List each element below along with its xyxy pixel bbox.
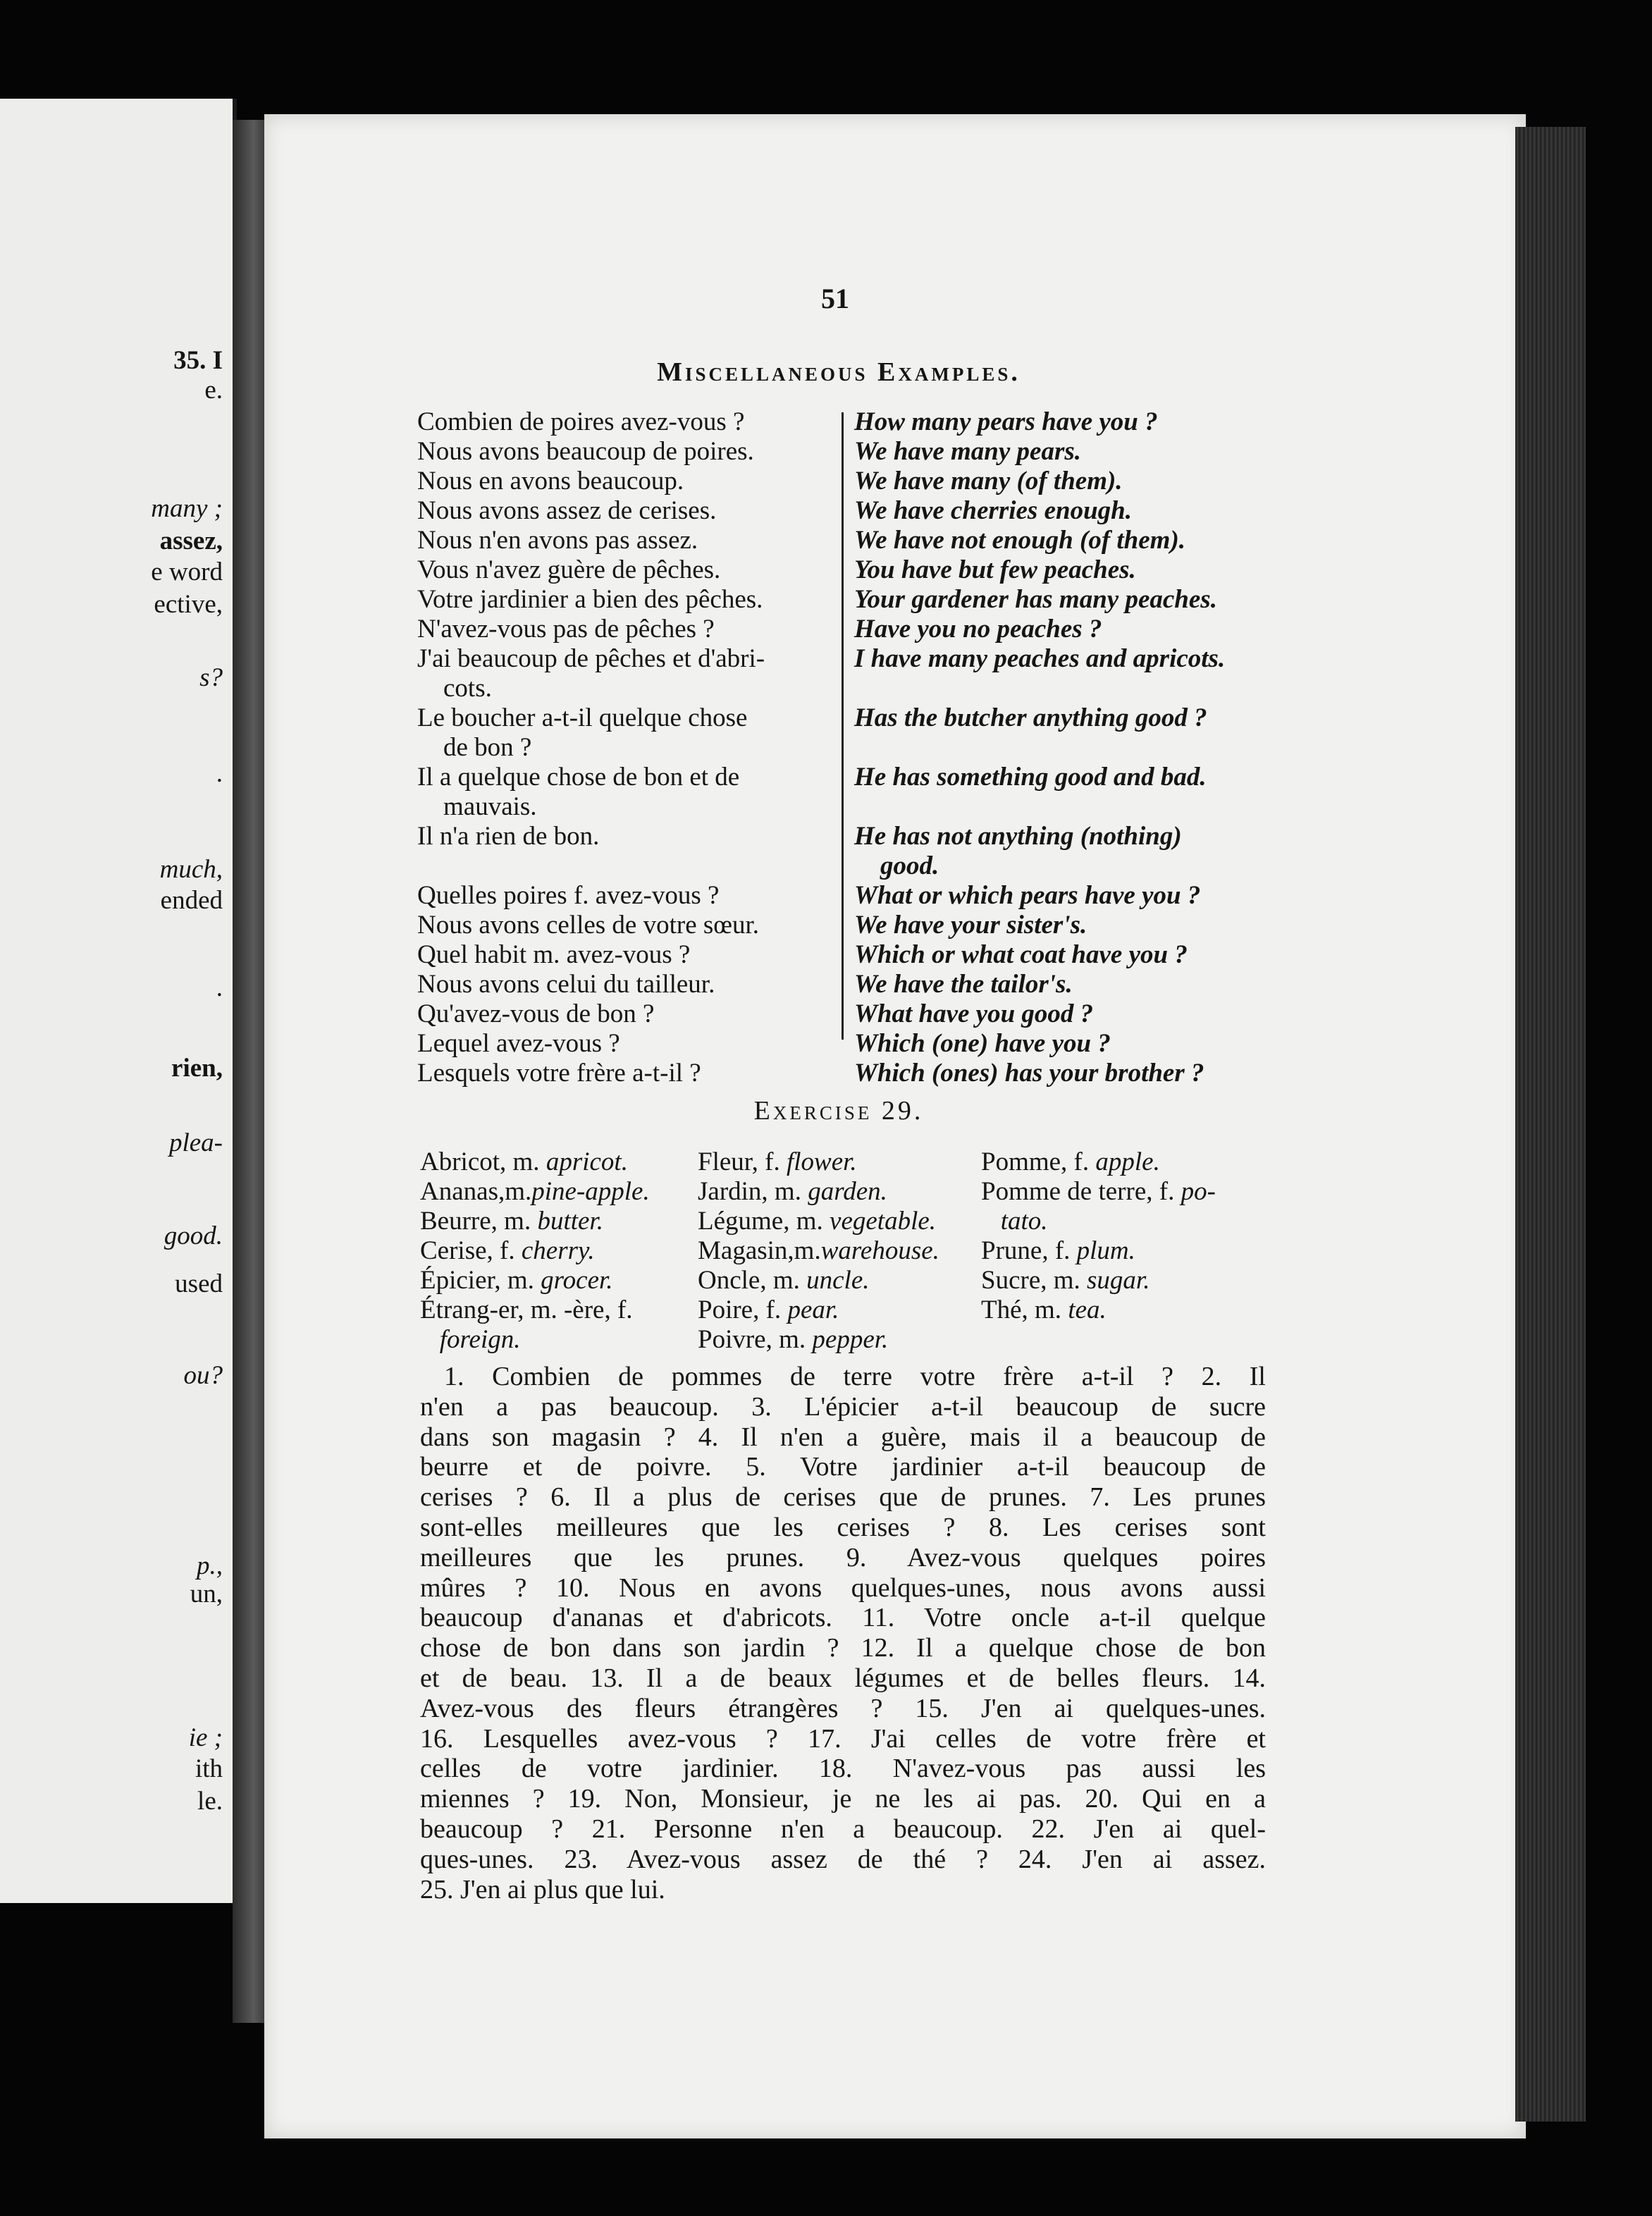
example-line: Combien de poires avez-vous ? <box>417 407 745 436</box>
vocabulary-gloss: warehouse. <box>820 1236 939 1265</box>
left-page-line: used <box>175 1269 223 1298</box>
vocabulary-gloss: tato. <box>1000 1207 1048 1236</box>
vocabulary-word <box>420 1325 440 1354</box>
exercise-line: Avez-vous des fleurs étrangères ? 15. J'en ai quelques-unes. <box>420 1693 1266 1723</box>
example-line: Which (ones) has your brother ? <box>854 1059 1204 1088</box>
example-line: Il a quelque chose de bon et de <box>417 763 740 792</box>
vocabulary-word: Thé, m. <box>981 1295 1068 1324</box>
exercise-line: miennes ? 19. Non, Monsieur, je ne les ai pas. 20. Qui en a <box>420 1784 1266 1814</box>
example-line: I have many peaches and apricots. <box>854 644 1226 673</box>
vocabulary-entry <box>698 1147 939 1177</box>
example-line: Which (one) have you ? <box>854 1029 1111 1058</box>
left-page-line: ective, <box>154 590 223 619</box>
example-line: Nous avons celles de votre sœur. <box>417 911 760 940</box>
vocabulary-word: Oncle, m. <box>698 1266 807 1295</box>
vocabulary-word: Pomme, f. <box>981 1147 1096 1176</box>
exercise-heading: Exercise 29. <box>753 1096 924 1126</box>
vocabulary-gloss: flower. <box>786 1147 857 1176</box>
example-line: J'ai beaucoup de pêches et d'abri- <box>417 644 765 673</box>
exercise-line: beaucoup d'ananas et d'abricots. 11. Votre oncle a-t-il quelque <box>420 1603 1266 1633</box>
vocabulary-gloss: tea. <box>1068 1295 1107 1324</box>
example-line: We have not enough (of them). <box>854 526 1186 555</box>
vocabulary-word: Magasin,m. <box>698 1236 821 1265</box>
exercise-line: 25. J'en ai plus que lui. <box>420 1874 665 1904</box>
example-line: Which or what coat have you ? <box>854 940 1188 969</box>
vocabulary-gloss: pine-apple. <box>531 1177 650 1206</box>
example-line <box>854 792 1277 822</box>
example-line: Has the butcher anything good ? <box>854 703 1207 732</box>
exercise-line: dans son magasin ? 4. Il n'en a guère, mais il a beaucoup de <box>420 1422 1266 1452</box>
example-line: You have but few peaches. <box>854 555 1136 584</box>
example-line: What have you good ? <box>854 999 1094 1028</box>
left-page-line: e word <box>151 558 223 586</box>
french-examples-column <box>417 407 839 1088</box>
vocabulary-gloss: grocer. <box>541 1266 613 1295</box>
vocabulary-entry <box>420 1147 650 1177</box>
vocabulary-gloss: pepper. <box>812 1325 889 1354</box>
example-line: mauvais. <box>417 792 537 821</box>
page-edges <box>1515 127 1586 2122</box>
vocabulary-word <box>981 1207 1001 1236</box>
example-line: Nous en avons beaucoup. <box>417 467 684 495</box>
example-line: What or which pears have you ? <box>854 881 1201 910</box>
vocabulary-entry <box>981 1236 1216 1266</box>
vocabulary-entry <box>698 1295 939 1325</box>
example-line: Nous n'en avons pas assez. <box>417 526 698 555</box>
vocabulary-gloss: po- <box>1181 1177 1216 1206</box>
example-line <box>417 851 839 881</box>
exercise-line: ques-unes. 23. Avez-vous assez de thé ? 24. J'en ai assez. <box>420 1844 1266 1874</box>
vocabulary-word: Légume, m. <box>698 1207 830 1236</box>
vocabulary-gloss: cherry. <box>521 1236 595 1265</box>
left-page-line: . <box>216 973 223 1002</box>
vocabulary-word: Sucre, m. <box>981 1266 1087 1295</box>
left-page-line: plea- <box>168 1128 223 1157</box>
exercise-line: sont-elles meilleures que les cerises ? 8. Les cerises sont <box>420 1512 1266 1542</box>
vocabulary-word: Jardin, m. <box>698 1177 808 1206</box>
example-line: Lequel avez-vous ? <box>417 1029 620 1058</box>
exercise-line: celles de votre jardinier. 18. N'avez-vous pas aussi les <box>420 1754 1266 1784</box>
left-page-line: s? <box>199 663 223 692</box>
left-page-line: ith <box>195 1754 223 1783</box>
exercise-line: n'en a pas beaucoup. 3. L'épicier a-t-il beaucoup de sucre <box>420 1391 1266 1422</box>
exercise-line: 16. Lesquelles avez-vous ? 17. J'ai celles de votre frère et <box>420 1723 1266 1754</box>
example-line: Votre jardinier a bien des pêches. <box>417 585 763 614</box>
exercise-line: chose de bon dans son jardin ? 12. Il a quelque chose de bon <box>420 1633 1266 1663</box>
example-line: good. <box>854 851 939 880</box>
vocabulary-gloss: garden. <box>808 1177 887 1206</box>
example-line: We have the tailor's. <box>854 970 1073 999</box>
example-line: He has not anything (nothing) <box>854 822 1182 851</box>
left-page-line: ie ; <box>188 1723 223 1752</box>
vocabulary-word: Pomme de terre, f. <box>981 1177 1181 1206</box>
examples-heading: Miscellaneous Examples. <box>657 357 1021 387</box>
vocabulary-entry <box>981 1177 1216 1207</box>
example-line: cots. <box>417 674 492 703</box>
vocabulary-word: Poire, f. <box>698 1295 788 1324</box>
vocabulary-entry <box>981 1147 1216 1177</box>
left-page-fragment <box>0 99 237 1903</box>
left-page-line: good. <box>164 1221 223 1250</box>
vocabulary-entry <box>981 1266 1216 1295</box>
vocabulary-gloss: apricot. <box>545 1147 628 1176</box>
left-page-line: much, <box>159 855 223 884</box>
column-divider <box>842 412 844 1040</box>
exercise-line: 1. Combien de pommes de terre votre frère a-t-il ? 2. Il <box>444 1362 1266 1391</box>
example-line: How many pears have you ? <box>854 407 1158 436</box>
vocabulary-gloss: uncle. <box>806 1266 870 1295</box>
page-number: 51 <box>821 283 849 314</box>
left-page-line: ou? <box>183 1361 223 1390</box>
vocabulary-entry <box>420 1207 650 1236</box>
vocabulary-entry <box>981 1207 1216 1236</box>
vocabulary-entry <box>698 1207 939 1236</box>
vocabulary-word: Ananas,m. <box>420 1177 532 1206</box>
vocabulary-word: Étrang-er, m. -ère, f. <box>420 1295 633 1324</box>
exercise-line: cerises ? 6. Il a plus de cerises que de prunes. 7. Les prunes <box>420 1482 1266 1513</box>
vocabulary-gloss: plum. <box>1076 1236 1135 1265</box>
vocabulary-entry <box>698 1177 939 1207</box>
example-line: de bon ? <box>417 733 532 762</box>
left-page-line: rien, <box>171 1054 223 1083</box>
example-line: Lesquels votre frère a-t-il ? <box>417 1059 701 1088</box>
example-line: N'avez-vous pas de pêches ? <box>417 615 715 644</box>
example-line: We have your sister's. <box>854 911 1087 940</box>
left-page-line: p., <box>197 1551 223 1580</box>
vocabulary-word: Beurre, m. <box>420 1207 538 1236</box>
vocabulary-column-2 <box>698 1147 939 1355</box>
example-line: Nous avons assez de cerises. <box>417 496 717 525</box>
example-line: Quelles poires f. avez-vous ? <box>417 881 720 910</box>
example-line: He has something good and bad. <box>854 763 1207 792</box>
example-line: We have cherries enough. <box>854 496 1132 525</box>
vocabulary-entry <box>698 1266 939 1295</box>
left-page-line: 35. I <box>173 346 223 375</box>
left-page-line: ended <box>160 886 223 915</box>
example-line: We have many (of them). <box>854 467 1123 495</box>
left-page-line: many ; <box>151 494 223 523</box>
english-examples-column <box>854 407 1277 1088</box>
vocabulary-word: Épicier, m. <box>420 1266 541 1295</box>
example-line <box>854 733 1277 763</box>
example-line: Vous n'avez guère de pêches. <box>417 555 721 584</box>
exercise-line: beaucoup ? 21. Personne n'en a beaucoup. 22. J'en ai quel- <box>420 1814 1266 1844</box>
left-page-line: . <box>216 759 223 788</box>
vocabulary-gloss: foreign. <box>439 1325 521 1354</box>
vocabulary-gloss: apple. <box>1095 1147 1160 1176</box>
exercise-line: beurre et de poivre. 5. Votre jardinier a-t-il beaucoup de <box>420 1452 1266 1482</box>
vocabulary-word: Fleur, f. <box>698 1147 787 1176</box>
vocabulary-word: Cerise, f. <box>420 1236 522 1265</box>
vocabulary-column-1 <box>420 1147 650 1355</box>
example-line: Your gardener has many peaches. <box>854 585 1217 614</box>
exercise-line: et de beau. 13. Il a de beaux légumes et de belles fleurs. 14. <box>420 1663 1266 1693</box>
vocabulary-entry <box>420 1236 650 1266</box>
exercise-line: meilleures que les prunes. 9. Avez-vous quelques poires <box>420 1542 1266 1572</box>
example-line: Nous avons celui du tailleur. <box>417 970 715 999</box>
vocabulary-gloss: butter. <box>537 1207 603 1236</box>
example-line: Le boucher a-t-il quelque chose <box>417 703 748 732</box>
left-page-line: e. <box>204 376 223 405</box>
vocabulary-column-3 <box>981 1147 1216 1325</box>
vocabulary-entry <box>698 1236 939 1266</box>
example-line: Have you no peaches ? <box>854 615 1102 644</box>
example-line <box>854 674 1277 703</box>
vocabulary-entry <box>420 1325 650 1355</box>
vocabulary-entry <box>420 1266 650 1295</box>
vocabulary-entry <box>981 1295 1216 1325</box>
exercise-line: mûres ? 10. Nous en avons quelques-unes, nous avons aussi <box>420 1572 1266 1603</box>
example-line: Nous avons beaucoup de poires. <box>417 437 754 466</box>
vocabulary-word: Poivre, m. <box>698 1325 813 1354</box>
vocabulary-word: Prune, f. <box>981 1236 1077 1265</box>
example-line: We have many pears. <box>854 437 1081 466</box>
vocabulary-entry <box>420 1177 650 1207</box>
left-page-line: assez, <box>159 527 223 555</box>
exercise-paragraph <box>420 1362 1266 1904</box>
left-page-line: le. <box>197 1787 223 1816</box>
vocabulary-word: Abricot, m. <box>420 1147 546 1176</box>
left-page-line: un, <box>190 1580 223 1608</box>
vocabulary-entry <box>420 1295 650 1325</box>
vocabulary-gloss: vegetable. <box>830 1207 937 1236</box>
vocabulary-entry <box>698 1325 939 1355</box>
vocabulary-gloss: sugar. <box>1087 1266 1150 1295</box>
example-line: Quel habit m. avez-vous ? <box>417 940 691 969</box>
example-line: Il n'a rien de bon. <box>417 822 600 851</box>
vocabulary-gloss: pear. <box>787 1295 839 1324</box>
book-gutter <box>233 120 268 2023</box>
example-line: Qu'avez-vous de bon ? <box>417 999 655 1028</box>
